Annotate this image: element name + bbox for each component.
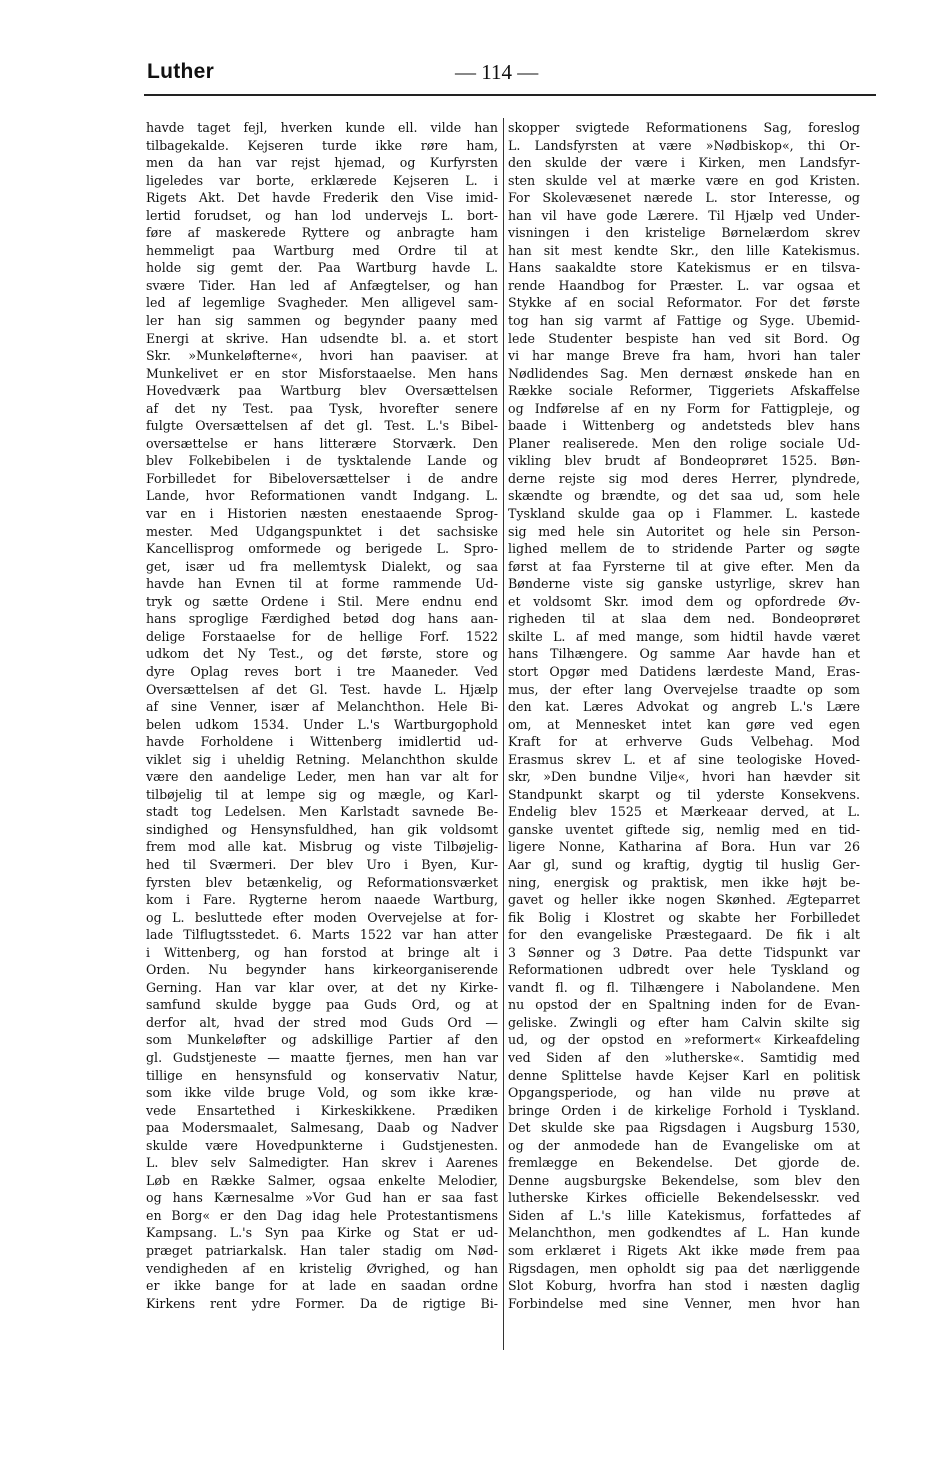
text-line: skilte L. af med mange, som hidtil havde været bbox=[508, 628, 860, 644]
text-line: vikling blev brudt af Bondeoprøret 1525. Bøn- bbox=[508, 453, 860, 469]
text-line: Stykke af en social Reformator. For det første bbox=[508, 295, 860, 311]
text-line: Reformationen udbredt over hele Tyskland og bbox=[508, 962, 860, 978]
text-line: rende Haandbog for Præster. L. var ogsaa et bbox=[508, 277, 860, 293]
text-line: lutherske Kirkes officielle Bekendelsesskr. ved bbox=[508, 1190, 860, 1206]
text-line: præget patriarkalsk. Han taler stadig om Nød- bbox=[146, 1243, 498, 1258]
text-line: denne Splittelse havde Kejser Karl en politisk bbox=[508, 1067, 860, 1083]
text-line: den kat. Læres Advokat og angreb L.'s Lære bbox=[508, 699, 860, 715]
text-line: Lande, hvor Reformationen vandt Indgang. L. bbox=[146, 488, 498, 504]
text-line: fyrsten blev betænkelig, og Reformationsværket bbox=[146, 874, 498, 890]
text-line: Denne augsburgske Bekendelse, som blev den bbox=[508, 1172, 860, 1188]
text-line: For Skolevæsenet nærede L. stor Interesse, og bbox=[508, 190, 860, 206]
text-line: af det ny Test. paa Tysk, hvorefter senere bbox=[146, 400, 498, 416]
text-line: svære Tider. Han led af Anfægtelser, og han bbox=[146, 277, 498, 293]
text-line: ud, og der opstod en »reformert« Kirkeafdeling bbox=[508, 1032, 860, 1048]
text-line: Forbilledet for Bibeloversættelser i de andre bbox=[146, 470, 498, 486]
text-line: righeden til at slaa dem ned. Bondeoprøret bbox=[508, 611, 860, 627]
text-line: blev Folkebibelen i de tysktalende Lande og bbox=[146, 453, 498, 469]
text-line: ler han sig sammen og begynder paany med bbox=[146, 313, 498, 329]
text-line: stort Opgør med Datidens lærdeste Mand, Eras- bbox=[508, 663, 860, 679]
text-line: tilbagekalde. Kejseren turde ikke røre ham, bbox=[146, 137, 498, 153]
text-line: et voldsomt Skr. imod dem og opfordrede Øv- bbox=[508, 593, 860, 609]
text-line: nu opstod der en Spaltning inden for de Evan- bbox=[508, 997, 860, 1013]
text-line: vandt fl. og fl. Tilhængere i Nabolandene. Men bbox=[508, 979, 860, 995]
text-line: være den aandelige Leder, men han var alt for bbox=[146, 769, 498, 785]
text-line: først at faa Fyrsterne til at give efter. Men da bbox=[508, 558, 860, 574]
text-line: Skr. »Munkeløfterne«, hvori han paaviser. at bbox=[146, 348, 498, 364]
text-line: Tyskland skulde gaa op i Flammer. L. kastede bbox=[508, 506, 860, 522]
text-line: dyre Oplag reves bort i tre Maaneder. Ved bbox=[146, 663, 498, 679]
text-line: stadt tog Ledelsen. Men Karlstadt savnede Be- bbox=[146, 804, 498, 820]
text-line: Orden. Nu begynder hans kirkeorganiserende bbox=[146, 962, 498, 978]
text-line: men da han var rejst hjemad, og Kurfyrsten bbox=[146, 155, 498, 171]
text-line: baade i Wittenberg og andetsteds blev hans bbox=[508, 418, 860, 434]
text-line: havde han Evnen til at forme rammende Ud- bbox=[146, 576, 498, 592]
text-line: lighed mellem de to stridende Parter og søgte bbox=[508, 541, 860, 557]
text-line: hed til Sværmeri. Der blev Uro i Byen, Kur- bbox=[146, 856, 498, 872]
text-line: visningen i den kristelige Børnelærdom skrev bbox=[508, 225, 860, 241]
text-line: tillige en hensynsfuld og konservativ Natur, bbox=[146, 1067, 498, 1083]
text-line: udkom det Ny Test., og det første, store og bbox=[146, 646, 498, 662]
text-line: fik Bolig i Klostret og skabte her Forbilledet bbox=[508, 909, 860, 925]
text-line: vi har mange Breve fra ham, hvori han taler bbox=[508, 348, 860, 364]
text-line: tog han sig varmt af Fattige og Syge. Ubemid- bbox=[508, 313, 860, 329]
text-line: Kirkens rent ydre Former. Da de rigtige Bi- bbox=[146, 1295, 498, 1311]
text-line: Kampsang. L.'s Syn paa Kirke og Stat er ud- bbox=[146, 1225, 498, 1241]
text-line: ligere Nonne, Katharina af Bora. Hun var 26 bbox=[508, 839, 860, 855]
text-line: mester. Med Udgangspunktet i det sachsiske bbox=[146, 523, 498, 539]
text-line: ligeledes var borte, erklærede Kejseren L. i bbox=[146, 172, 498, 188]
text-line: hans sproglige Færdighed betød dog hans aan- bbox=[146, 611, 498, 627]
text-line: som erklæret i Rigets Akt ikke møde frem paa bbox=[508, 1243, 860, 1258]
text-line: frem mod alle kat. Misbrug og viste Tilbøjelig- bbox=[146, 839, 498, 855]
text-line: som ikke vilde bruge Vold, og som ikke kræ- bbox=[146, 1085, 498, 1101]
text-line: Standpunkt skarpt og til yderste Konsekvens. bbox=[508, 786, 860, 802]
text-line: sig med hele sin Autoritet og hele sin Person- bbox=[508, 523, 860, 539]
text-line: holde sig gemt der. Paa Wartburg havde L. bbox=[146, 260, 498, 276]
text-line: ning, energisk og praktisk, men ikke højt be- bbox=[508, 874, 860, 890]
text-line: og L. besluttede efter moden Overvejelse at for- bbox=[146, 909, 498, 925]
page-number: — 114 — bbox=[455, 60, 539, 84]
text-line: ved Siden af den »lutherske«. Samtidig med bbox=[508, 1049, 860, 1065]
left-column bbox=[146, 119, 498, 1312]
text-line: Rigets Akt. Det havde Frederik den Vise imid- bbox=[146, 190, 498, 206]
text-line: fremlægge en Bekendelse. Det gjorde de. bbox=[508, 1155, 860, 1171]
text-line: af sine Venner, især af Melanchthon. Hele Bi- bbox=[146, 699, 498, 715]
text-line: Energi at skrive. Han udsendte bl. a. et stort bbox=[146, 330, 498, 346]
text-line: tilbøjelig til at lempe sig og mægle, og Karl- bbox=[146, 786, 498, 802]
text-line: for den evangeliske Præstegaard. De fik i alt bbox=[508, 927, 860, 943]
text-line: Opgangsperiode, og han vilde nu prøve at bbox=[508, 1085, 860, 1101]
right-column bbox=[508, 119, 860, 1312]
text-line: 3 Sønner og 3 Døtre. Paa dette Tidspunkt var bbox=[508, 944, 860, 960]
text-line: gl. Gudstjeneste — maatte fjernes, men han var bbox=[146, 1049, 498, 1065]
text-line: gavet og heller ikke nogen Skønhed. Ægteparret bbox=[508, 892, 860, 908]
text-line: viklet sig i uheldig Retning. Melanchthon skulde bbox=[146, 751, 498, 767]
text-line: Melanchthon, men godkendtes af L. Han kunde bbox=[508, 1225, 860, 1241]
text-line: skulde være Hovedpunkterne i Gudstjenesten. bbox=[146, 1137, 498, 1153]
text-line: ganske uventet giftede sig, nemlig med en tid- bbox=[508, 821, 860, 837]
text-line: Det skulde ske paa Rigsdagen i Augsburg 1530, bbox=[508, 1120, 860, 1136]
text-line: paa Modersmaalet, Salmesang, Daab og Nadver bbox=[146, 1120, 498, 1136]
text-line: Oversættelsen af det Gl. Test. havde L. Hjælp bbox=[146, 681, 498, 697]
text-line: tryk og sætte Ordene i Stil. Mere endnu end bbox=[146, 593, 498, 609]
text-line: er ikke bange for at lade en saadan ordne bbox=[146, 1278, 498, 1294]
text-line: skr, »Den bundne Vilje«, hvori han hævder sit bbox=[508, 769, 860, 785]
text-line: vede Ensartethed i Kirkeskikkene. Prædiken bbox=[146, 1102, 498, 1118]
text-line: Munkelivet er en stor Misforstaaelse. Men hans bbox=[146, 365, 498, 381]
text-line: fulgte Oversættelsen af det gl. Test. L.'s Bibel- bbox=[146, 418, 498, 434]
text-line: Erasmus skrev L. et af sine teologiske Hoved- bbox=[508, 751, 860, 767]
column-divider bbox=[503, 118, 504, 1350]
text-line: Siden af L.'s lille Katekismus, forfattedes af bbox=[508, 1207, 860, 1223]
text-line: Nødlidendes Sag. Men dernæst ønskede han en bbox=[508, 365, 860, 381]
text-line: Planer realiserede. Men den rolige sociale Ud- bbox=[508, 435, 860, 451]
text-line: derfor alt, hvad der stred mod Guds Ord — bbox=[146, 1014, 498, 1030]
text-line: samfund skulde bygge paa Guds Ord, og at bbox=[146, 997, 498, 1013]
text-line: var en i Historien næsten enestaaende Sprog- bbox=[146, 506, 498, 522]
text-line: og hans Kærnesalme »Vor Gud han er saa fast bbox=[146, 1190, 498, 1206]
text-line: Slot Koburg, hvorfra han stod i næsten daglig bbox=[508, 1278, 860, 1294]
text-line: som Munkeløfter og adskillige Partier af den bbox=[146, 1032, 498, 1048]
page-title: Luther bbox=[147, 60, 215, 83]
text-line: sindighed og Hensynsfuldhed, han gik voldsomt bbox=[146, 821, 498, 837]
text-line: Gerning. Han var klar over, at det ny Kirke- bbox=[146, 979, 498, 995]
text-line: geliske. Zwingli og efter ham Calvin skilte sig bbox=[508, 1014, 860, 1030]
text-line: havde taget fejl, hverken kunde ell. vilde han bbox=[146, 120, 498, 135]
text-line: kom i Fare. Rygterne herom naaede Wartburg, bbox=[146, 892, 498, 908]
text-line: Aar gl, sund og kraftig, dygtig til huslig Ger- bbox=[508, 856, 860, 872]
text-line: L. blev selv Salmedigter. Han skrev i Aarenes bbox=[146, 1155, 498, 1171]
text-line: og der anmodede han de Evangeliske om at bbox=[508, 1137, 860, 1153]
text-line: Række sociale Reformer, Tiggeriets Afskaffelse bbox=[508, 383, 860, 399]
text-line: en Borg« er den Dag idag hele Protestantismens bbox=[146, 1207, 498, 1223]
text-line: L. Landsfyrsten at være »Nødbiskop«, thi Or- bbox=[508, 137, 860, 153]
text-line: sten skulde vel at mærke være en god Kristen. bbox=[508, 172, 860, 188]
text-line: lade Tilflugtsstedet. 6. Marts 1522 var han atter bbox=[146, 927, 498, 943]
text-line: Bønderne viste sig ganske ustyrlige, skrev han bbox=[508, 576, 860, 592]
text-line: Hovedværk paa Wartburg blev Oversættelsen bbox=[146, 383, 498, 399]
text-line: Forbindelse med sine Venner, men hvor han bbox=[508, 1295, 860, 1311]
text-line: Hans saakaldte store Katekismus er en tilsva- bbox=[508, 260, 860, 276]
text-line: get, især ud fra mellemtysk Dialekt, og saa bbox=[146, 558, 498, 574]
text-line: Rigsdagen, men opholdt sig paa det nærliggende bbox=[508, 1260, 860, 1276]
text-line: skopper svigtede Reformationens Sag, foreslog bbox=[508, 120, 860, 135]
text-line: Endelig blev 1525 et Mærkeaar derved, at L. bbox=[508, 804, 860, 820]
text-line: oversættelse er hans litterære Storværk. Den bbox=[146, 435, 498, 451]
text-line: Løb en Række Salmer, ogsaa enkelte Melodier, bbox=[146, 1172, 498, 1188]
text-line: om, at Mennesket intet kan gøre ved egen bbox=[508, 716, 860, 732]
text-line: lede Studenter bespiste han ved sit Bord. Og bbox=[508, 330, 860, 346]
text-line: led af legemlige Svagheder. Men alligevel sam- bbox=[146, 295, 498, 311]
text-line: mus, der efter lang Overvejelse traadte op som bbox=[508, 681, 860, 697]
text-line: vendigheden af en kristelig Øvrighed, og han bbox=[146, 1260, 498, 1276]
text-line: den skulde der være i Kirken, men Landsfyr- bbox=[508, 155, 860, 171]
text-line: skændte og brændte, og det saa ud, som hele bbox=[508, 488, 860, 504]
header-rule bbox=[144, 94, 876, 96]
text-line: Kraft for at erhverve Guds Velbehag. Mod bbox=[508, 734, 860, 750]
text-line: i Wittenberg, og han forstod at bringe alt i bbox=[146, 944, 498, 960]
text-line: havde Forholdene i Wittenberg imidlertid ud- bbox=[146, 734, 498, 750]
text-line: Kancellisprog omformede og berigede L. Spro- bbox=[146, 541, 498, 557]
text-line: føre af maskerede Ryttere og anbragte ham bbox=[146, 225, 498, 241]
text-line: hemmeligt paa Wartburg med Ordre til at bbox=[146, 242, 498, 258]
text-line: bringe Orden i de kirkelige Forhold i Tyskland. bbox=[508, 1102, 860, 1118]
text-line: han sit mest kendte Skr., den lille Katekismus. bbox=[508, 242, 860, 258]
text-line: han vil have gode Lærere. Til Hjælp ved Under- bbox=[508, 207, 860, 223]
text-line: hans Tilhængere. Og samme Aar havde han et bbox=[508, 646, 860, 662]
text-line: og Indførelse af en ny Form for Fattigpleje, og bbox=[508, 400, 860, 416]
text-line: lertid forudset, og han lod undervejs L. bort- bbox=[146, 207, 498, 223]
text-line: belen udkom 1534. Under L.'s Wartburgophold bbox=[146, 716, 498, 732]
text-line: derne rejste sig mod deres Herrer, plyndrede, bbox=[508, 470, 860, 486]
text-line: delige Forstaaelse for de hellige Forf. 1522 bbox=[146, 628, 498, 644]
